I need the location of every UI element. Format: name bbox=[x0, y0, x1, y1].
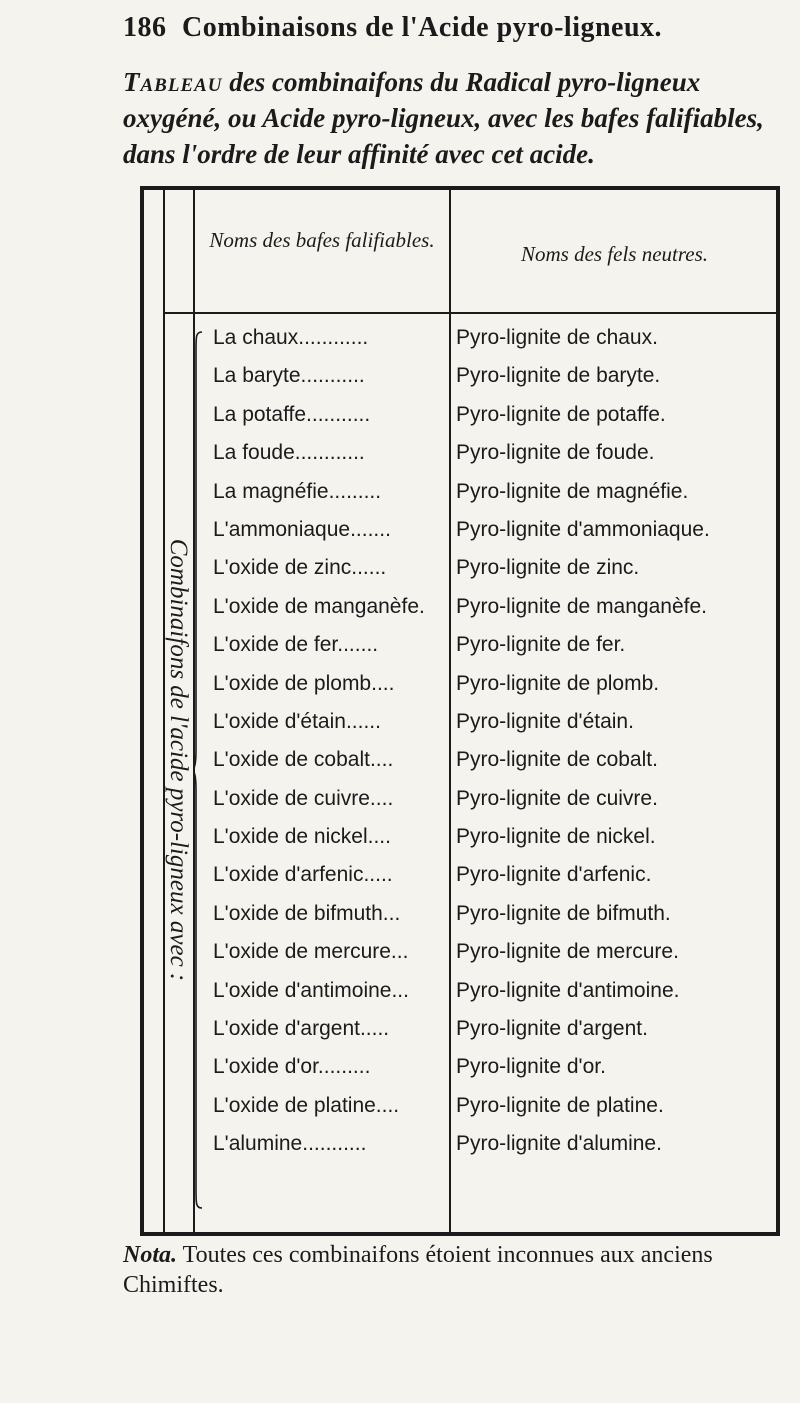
title-text: des combinaifons du Radical pyro-ligneux oxygéné, ou Acide pyro-ligneux, avec les bafes falifiables, dans l'ordre de leur affinité avec cet acide. bbox=[123, 67, 764, 169]
salt-name: Pyro-lignite d'alumine. bbox=[456, 1132, 662, 1156]
salt-name: Pyro-lignite de bifmuth. bbox=[456, 901, 671, 925]
salt-name: Pyro-lignite d'étain. bbox=[456, 709, 634, 733]
running-head: Combinaisons de l'Acide pyro-ligneux. bbox=[182, 12, 663, 43]
table-row bbox=[0, 511, 800, 549]
salt-name: Pyro-lignite d'antimoine. bbox=[456, 978, 680, 1002]
salt-name: Pyro-lignite d'arfenic. bbox=[456, 863, 652, 887]
salt-name: Pyro-lignite de cuivre. bbox=[456, 786, 658, 810]
table-row bbox=[0, 473, 800, 511]
base-name: L'oxide de cobalt.... bbox=[213, 748, 394, 772]
table-row bbox=[0, 1048, 800, 1086]
salt-name: Pyro-lignite de magnéfie. bbox=[456, 479, 689, 503]
table-row bbox=[0, 357, 800, 395]
base-name: L'oxide d'or......... bbox=[213, 1055, 371, 1079]
base-name: L'oxide de nickel.... bbox=[213, 825, 391, 849]
table-row bbox=[0, 703, 800, 741]
salt-name: Pyro-lignite de fer. bbox=[456, 633, 626, 657]
base-name: L'oxide de platine.... bbox=[213, 1093, 400, 1117]
footnote-label: Nota. bbox=[123, 1242, 177, 1268]
base-name: La chaux............ bbox=[213, 326, 369, 349]
base-name: La magnéfie......... bbox=[213, 479, 382, 503]
table-row bbox=[0, 396, 800, 434]
base-name: L'oxide d'antimoine... bbox=[213, 978, 409, 1002]
salt-name: Pyro-lignite de platine. bbox=[456, 1093, 664, 1117]
table-row bbox=[0, 972, 800, 1010]
table-row bbox=[0, 319, 800, 357]
salt-name: Pyro-lignite de zinc. bbox=[456, 556, 640, 580]
base-name: La foude............ bbox=[213, 441, 365, 465]
base-name: L'oxide de plomb.... bbox=[213, 671, 395, 695]
table-row bbox=[0, 895, 800, 933]
salt-name: Pyro-lignite d'or. bbox=[456, 1055, 606, 1079]
base-name: L'oxide d'étain...... bbox=[213, 709, 381, 733]
salt-name: Pyro-lignite de baryte. bbox=[456, 364, 661, 388]
footnote-text: Toutes ces combinaifons étoient inconnues aux anciens Chimiftes. bbox=[123, 1242, 713, 1298]
salt-name: Pyro-lignite de nickel. bbox=[456, 825, 656, 849]
column-header-salts: Noms des fels neutres. bbox=[520, 242, 709, 266]
table-row bbox=[0, 933, 800, 971]
table-body bbox=[0, 319, 800, 1164]
table-row bbox=[0, 1125, 800, 1163]
column-header-bases: Noms des bafes falifiables. bbox=[209, 228, 435, 252]
vertical-side-label: Combinaifons de l'acide pyro-ligneux avec : bbox=[165, 538, 192, 982]
salt-name: Pyro-lignite d'ammoniaque. bbox=[456, 517, 710, 541]
base-name: L'oxide de bifmuth... bbox=[213, 901, 401, 925]
base-name: L'ammoniaque....... bbox=[213, 517, 391, 541]
table-row bbox=[0, 1010, 800, 1048]
salt-name: Pyro-lignite d'argent. bbox=[456, 1017, 648, 1041]
table-row bbox=[0, 665, 800, 703]
salt-name: Pyro-lignite de cobalt. bbox=[456, 748, 658, 772]
base-name: L'oxide de cuivre.... bbox=[213, 786, 394, 810]
salt-name: Pyro-lignite de foude. bbox=[456, 441, 655, 465]
table-row bbox=[0, 549, 800, 587]
base-name: La potaffe........... bbox=[213, 402, 371, 426]
salt-name: Pyro-lignite de mercure. bbox=[456, 940, 679, 964]
base-name: L'oxide de zinc...... bbox=[213, 556, 387, 580]
table-row bbox=[0, 1087, 800, 1125]
table-title bbox=[123, 64, 783, 172]
table-row bbox=[0, 741, 800, 779]
base-name: L'oxide de mercure... bbox=[213, 940, 409, 964]
table-row bbox=[0, 588, 800, 626]
salt-name: Pyro-lignite de potaffe. bbox=[456, 402, 666, 426]
table-row bbox=[0, 434, 800, 472]
table-row bbox=[0, 626, 800, 664]
base-name: L'oxide de manganèfe. bbox=[213, 594, 425, 618]
running-header bbox=[123, 12, 783, 44]
table-row bbox=[0, 856, 800, 894]
base-name: L'oxide de fer....... bbox=[213, 633, 379, 657]
table-row bbox=[0, 780, 800, 818]
base-name: L'alumine........... bbox=[213, 1132, 367, 1156]
title-label: Tableau bbox=[123, 67, 223, 97]
salt-name: Pyro-lignite de manganèfe. bbox=[456, 594, 707, 618]
rule-header bbox=[165, 312, 778, 314]
table-row bbox=[0, 818, 800, 856]
salt-name: Pyro-lignite de chaux. bbox=[456, 326, 658, 349]
salt-name: Pyro-lignite de plomb. bbox=[456, 671, 660, 695]
base-name: La baryte........... bbox=[213, 364, 365, 388]
page-number: 186 bbox=[123, 12, 167, 43]
base-name: L'oxide d'arfenic..... bbox=[213, 863, 393, 887]
footnote bbox=[123, 1240, 783, 1300]
base-name: L'oxide d'argent..... bbox=[213, 1017, 390, 1041]
